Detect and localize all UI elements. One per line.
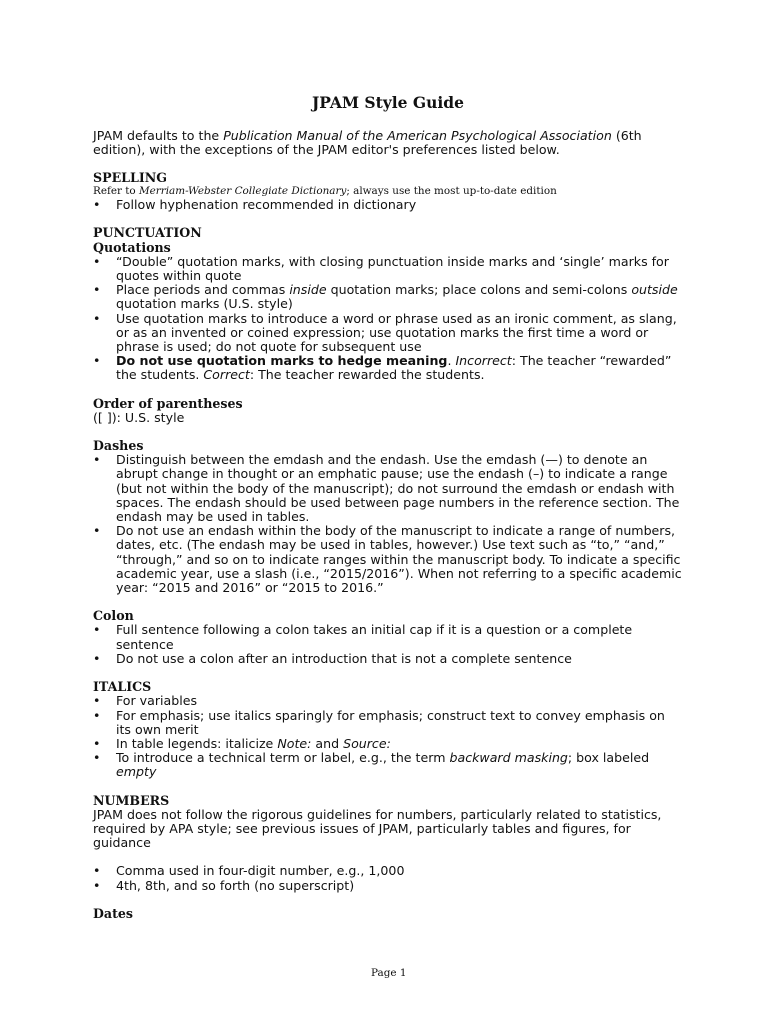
parentheses-heading: Order of parentheses	[93, 395, 243, 411]
quotations-heading: Quotations	[93, 239, 171, 255]
list-item: • Place periods and commas inside quotation marks; place colons and semi-colons outside quotation marks (U.S. style)	[93, 283, 683, 311]
list-item: • In table legends: italicize Note: and Source:	[93, 737, 683, 751]
parentheses-text: ([ ]): U.S. style	[93, 409, 185, 425]
spelling-note: Refer to Merriam-Webster Collegiate Dictionary; always use the most up-to-date edition	[93, 185, 557, 198]
spelling-list	[93, 198, 683, 212]
list-item: • To introduce a technical term or label, e.g., the term backward masking; box labeled empty	[93, 751, 683, 779]
spelling-heading: SPELLING	[93, 170, 168, 185]
list-item: • For variables	[93, 694, 683, 708]
list-item: • Do not use a colon after an introduction that is not a complete sentence	[93, 652, 683, 666]
document-body	[93, 171, 683, 921]
colon-heading: Colon	[93, 608, 134, 624]
list-item: • Do not use quotation marks to hedge meaning. Incorrect: The teacher “rewarded” the students. Correct: The teacher rewarded the students.	[93, 354, 683, 382]
intro-text: JPAM defaults to the	[93, 128, 224, 143]
dashes-list	[93, 453, 683, 595]
list-item: • Use quotation marks to introduce a word or phrase used as an ironic comment, as slang, or as an invented or coined expression; use quotation marks the first time a word or phrase is used; do not quote for subsequent use	[93, 312, 683, 355]
list-item: • “Double” quotation marks, with closing punctuation inside marks and ‘single’ marks for quotes within quote	[93, 255, 683, 283]
dashes-heading: Dashes	[93, 438, 144, 454]
list-item: • Comma used in four-digit number, e.g., 1,000	[93, 864, 683, 878]
punctuation-heading: PUNCTUATION	[93, 225, 202, 241]
quotations-list	[93, 255, 683, 383]
list-item: • For emphasis; use italics sparingly for emphasis; construct text to convey emphasis on its own merit	[93, 709, 683, 737]
page-title: JPAM Style Guide	[311, 93, 465, 112]
document-page	[93, 0, 683, 1024]
intro-text-end: (6th edition), with the exceptions of the JPAM editor's preferences listed below.	[93, 128, 642, 158]
list-item: • Do not use an endash within the body of the manuscript to indicate a range of numbers, dates, etc. (The endash may be used in tables, however.) Use text such as “to,” “and,” “through,” and so on to indicate ranges within the manuscript body. To indicate a specific academic year, use a slash (i.e., “2015/2016”). When not referring to a specific academic year: “2015 and 2016” or “2015 to 2016.”	[93, 524, 683, 595]
colon-list	[93, 623, 683, 666]
intro-paragraph	[93, 129, 683, 157]
italics-list	[93, 694, 683, 779]
list-item: • 4th, 8th, and so forth (no superscript)	[93, 879, 683, 893]
dates-heading: Dates	[93, 905, 134, 921]
numbers-paragraph: JPAM does not follow the rigorous guidelines for numbers, particularly related to statistics, required by APA style; see previous issues of JPAM, particularly tables and figures, for guidance	[93, 806, 662, 851]
intro-book-title: Publication Manual of the American Psychological Association	[223, 128, 612, 143]
dictionary-title: Merriam-Webster Collegiate Dictionary	[138, 185, 347, 198]
italics-heading: ITALICS	[93, 679, 152, 695]
list-item: • Distinguish between the emdash and the endash. Use the emdash (—) to denote an abrupt change in thought or an emphatic pause; use the endash (–) to indicate a range (but not within the body of the manuscript); do not surround the emdash or endash with spaces. The endash should be used between page numbers in the reference section. The endash may be used in tables.	[93, 453, 683, 524]
page-number: Page 1	[371, 967, 407, 979]
numbers-heading: NUMBERS	[93, 792, 170, 808]
list-item: • Full sentence following a colon takes an initial cap if it is a question or a complete sentence	[93, 623, 683, 651]
list-item: • Follow hyphenation recommended in dictionary	[93, 198, 683, 212]
numbers-list	[93, 864, 683, 892]
